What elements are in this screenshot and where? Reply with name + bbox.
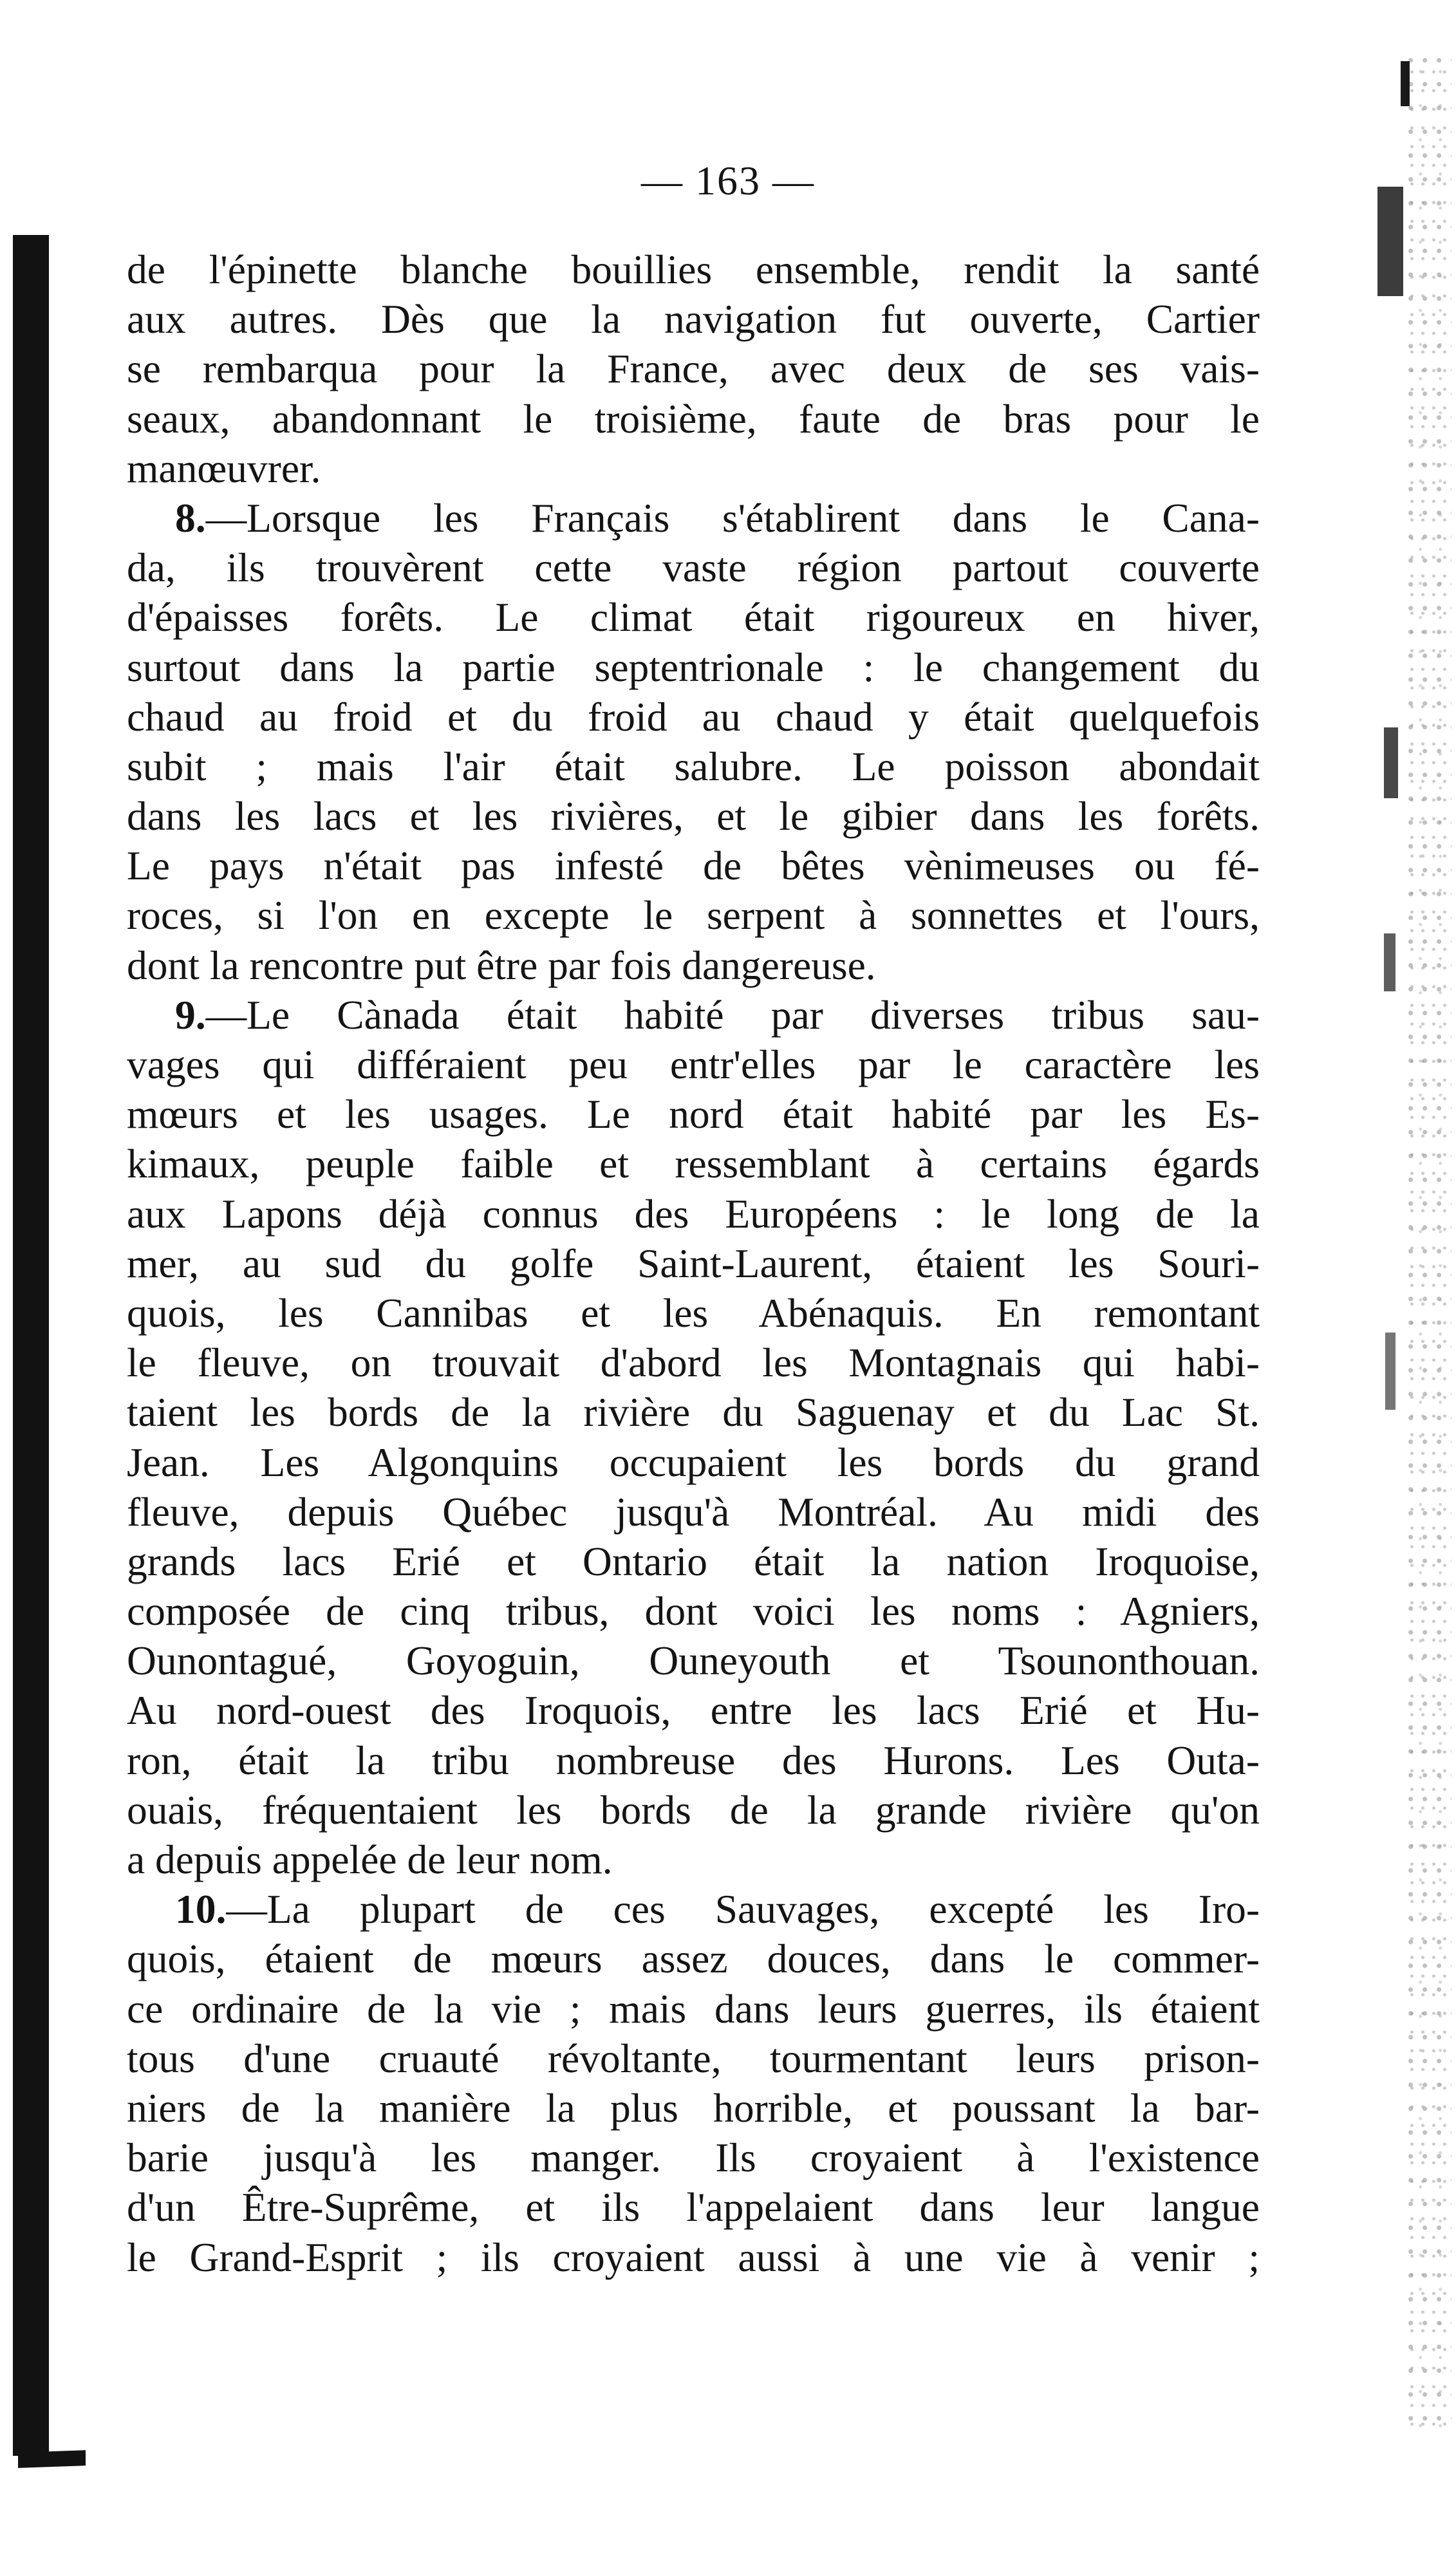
text-line: composée de cinq tribus, dont voici les noms : Agniers, <box>127 1588 1260 1634</box>
text-line: ron, était la tribu nombreuse des Hurons. Les Outa- <box>127 1737 1260 1783</box>
text-line: Au nord-ouest des Iroquois, entre les lacs Erié et Hu- <box>127 1687 1260 1734</box>
text-line: de l'épinette blanche bouillies ensemble, rendit la santé <box>127 247 1260 292</box>
text-line: ce ordinaire de la vie ; mais dans leurs guerres, ils étaient <box>127 1985 1260 2032</box>
body-text <box>127 245 1260 2282</box>
edge-mark <box>1401 61 1410 106</box>
text-line: mœurs et les usages. Le nord était habité par les Es- <box>127 1091 1260 1137</box>
text-line: a depuis appelée de leur nom. <box>127 1837 613 1882</box>
text-line: le fleuve, on trouvait d'abord les Montagnais qui habi- <box>127 1340 1260 1386</box>
page-edge-speckle <box>1406 58 1451 2440</box>
text-line: le Grand-Esprit ; ils croyaient aussi à une vie à venir ; <box>127 2234 1260 2280</box>
edge-mark <box>1384 727 1398 798</box>
text-line: aux autres. Dès que la navigation fut ouverte, Cartier <box>127 296 1260 342</box>
text-line: kimaux, peuple faible et ressemblant à certains égards <box>127 1141 1260 1187</box>
text-line: barie jusqu'à les manger. Ils croyaient à l'existence <box>127 2135 1260 2181</box>
text-line: d'un Être-Suprême, et ils l'appelaient dans leur langue <box>127 2184 1260 2231</box>
text-line: roces, si l'on en excepte le serpent à sonnettes et l'ours, <box>127 892 1260 939</box>
paragraph-10-start: 10.—La plupart de ces Sauvages, excepté les Iro- <box>175 1886 1260 1932</box>
text-line: mer, au sud du golfe Saint-Laurent, étaient les Souri- <box>127 1240 1260 1286</box>
edge-mark <box>1385 1333 1395 1410</box>
paragraph-number: 9. <box>175 991 206 1038</box>
text-line: taient les bords de la rivière du Saguenay et du Lac St. <box>127 1389 1260 1436</box>
paragraph-9-start: 9.—Le Cànada était habité par diverses tribus sau- <box>175 991 1260 1038</box>
text-line: dont la rencontre put être par fois dangereuse. <box>127 942 876 988</box>
binding-edge <box>13 235 49 2456</box>
text-line: aux Lapons déjà connus des Européens : le long de la <box>127 1190 1260 1237</box>
text-line: se rembarqua pour la France, avec deux de ses vais- <box>127 346 1260 392</box>
text-line: Ounontagué, Goyoguin, Ouneyouth et Tsounonthouan. <box>127 1638 1260 1684</box>
text-line: dans les lacs et les rivières, et le gibier dans les forêts. <box>127 793 1260 839</box>
page-number: — 163 — <box>641 158 815 203</box>
text-line: tous d'une cruauté révoltante, tourmentant leurs prison- <box>127 2035 1260 2081</box>
text-line: fleuve, depuis Québec jusqu'à Montréal. Au midi des <box>127 1488 1260 1535</box>
text-line: subit ; mais l'air était salubre. Le poisson abondait <box>127 743 1260 789</box>
text-line: surtout dans la partie septentrionale : le changement du <box>127 644 1260 690</box>
text-line: manœuvrer. <box>127 445 321 491</box>
edge-mark <box>1384 933 1395 991</box>
binding-edge-foot <box>18 2450 86 2468</box>
text-line: quois, les Cannibas et les Abénaquis. En remontant <box>127 1289 1260 1336</box>
text-line: Jean. Les Algonquins occupaient les bords du grand <box>127 1439 1260 1485</box>
paragraph-8-start: 8.—Lorsque les Français s'établirent dans le Cana- <box>175 494 1260 541</box>
text-line: chaud au froid et du froid au chaud y était quelquefois <box>127 693 1260 740</box>
text-line: niers de la manière la plus horrible, et poussant la bar- <box>127 2084 1260 2131</box>
text-line: da, ils trouvèrent cette vaste région partout couverte <box>127 545 1260 591</box>
text-line: grands lacs Erié et Ontario était la nation Iroquoise, <box>127 1538 1260 1584</box>
text-line: ouais, fréquentaient les bords de la grande rivière qu'on <box>127 1786 1260 1833</box>
text-line: seaux, abandonnant le troisième, faute de bras pour le <box>127 395 1260 442</box>
text-line: quois, étaient de mœurs assez douces, dans le commer- <box>127 1936 1260 1982</box>
text-line: vages qui différaient peu entr'elles par le caractère les <box>127 1042 1260 1087</box>
paragraph-number: 8. <box>175 494 206 541</box>
text-line: Le pays n'était pas infesté de bêtes vènimeuses ou fé- <box>127 843 1260 889</box>
text-line: d'épaisses forêts. Le climat était rigoureux en hiver, <box>127 594 1260 641</box>
paragraph-number: 10. <box>175 1886 227 1932</box>
